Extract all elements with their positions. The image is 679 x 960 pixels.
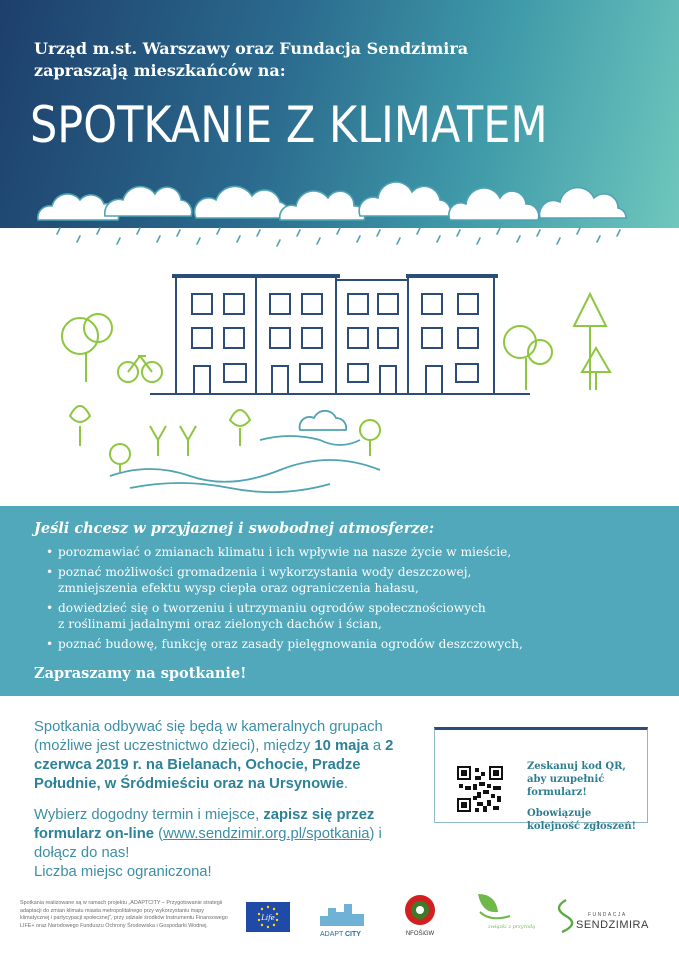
signup-emphasis: zapisz się przez formularz on-line <box>34 807 375 842</box>
header-intro-line1: Urząd m.st. Warszawy oraz Fundacja Sendzimira <box>34 39 469 58</box>
start-date: 10 maja <box>314 738 369 754</box>
list-item-line: • poznać budowę, funkcję oraz zasady pielęgnowania ogrodów deszczowych, <box>58 637 523 651</box>
info-box-intro: Jeśli chcesz w przyjaznej i swobodnej atmosferze: <box>34 520 435 537</box>
list-item <box>46 636 656 652</box>
clouds-icon <box>38 182 626 220</box>
details-text <box>34 718 414 894</box>
locations: na Bielanach, Ochocie, Pradze Południe, w Śródmieściu oraz na Ursynowie <box>34 757 361 792</box>
adaptcity-logo <box>318 898 366 938</box>
rain-icon <box>57 228 620 246</box>
zwiazki-logo-text: związki z przyrodą <box>488 924 536 930</box>
nfosigw-logo <box>400 894 440 938</box>
nfosigw-logo-text: NFOŚiGW <box>405 931 435 937</box>
list-item <box>46 544 656 560</box>
adaptcity-logo-text-a: ADAPT <box>320 931 344 938</box>
signup-link[interactable]: www.sendzimir.org.pl/spotkania <box>163 826 370 842</box>
footnote: Spotkania realizowane są w ramach projektu „ADAPTCITY – Przygotowanie strategii adaptacji do zmian klimatu miasta metropolitalnego przy wykorzystaniu mapy klimatycznej i partycypacji społecznej", przy udziale środków Instrumentu Finansowego LIFE+ oraz Narodowego Funduszu Ochrony Środowiska i Gospodarki Wodnej. <box>20 900 228 929</box>
adaptcity-logo-text-b: CITY <box>345 931 361 938</box>
details-text-span: Spotkania odbywać się będą w kameralnych grupach (możliwe jest uczestnictwo dzieci), między <box>34 719 383 754</box>
list-item-line: z roślinami jadalnymi oraz zielonych dachów i ścian, <box>58 617 382 631</box>
qr-code-icon[interactable] <box>457 766 503 812</box>
qr-instructions <box>527 760 645 833</box>
eu-life-logo-text: Life <box>261 914 275 922</box>
zwiazki-z-przyroda-logo <box>470 888 536 940</box>
info-box <box>0 506 679 696</box>
list-item <box>46 600 656 632</box>
list-item-line: • porozmawiać o zmianach klimatu i ich wpływie na nasze życie w mieście, <box>58 545 512 559</box>
fundacja-small-text: FUNDACJA <box>588 912 627 918</box>
header-intro <box>34 38 594 82</box>
info-list <box>46 544 656 656</box>
sendzimira-big-text: SENDZIMIRA <box>576 919 649 931</box>
water-streams-icon <box>110 411 380 492</box>
city-illustration <box>0 176 679 506</box>
qr-text-1: Zeskanuj kod QR, aby uzupełnić formularz! <box>527 761 626 798</box>
details-text-span: a <box>368 738 386 754</box>
info-box-outro: Zapraszamy na spotkanie! <box>34 665 247 682</box>
end-date: 2 czerwca 2019 r. <box>34 738 394 773</box>
eu-life-logo <box>246 902 290 932</box>
details-text-span: Wybierz dogodny termin i miejsce, <box>34 807 264 823</box>
details-text-span: ) i dołącz do nas! <box>34 826 382 861</box>
details-text-span: . <box>343 776 349 792</box>
fundacja-sendzimira-logo <box>554 896 654 938</box>
details-text-span: ( <box>154 826 164 842</box>
list-item <box>46 564 656 596</box>
details-paragraph-1 <box>34 718 414 794</box>
page-title: SPOTKANIE Z KLIMATEM <box>30 96 548 154</box>
limited-places-note: Liczba miejsc ograniczona! <box>34 864 212 880</box>
list-item-line: • dowiedzieć się o tworzeniu i utrzymaniu ogrodów społecznościowych <box>58 601 486 615</box>
qr-box <box>434 727 648 832</box>
list-item-line: zmniejszenia efektu wysp ciepła oraz ograniczenia hałasu, <box>58 581 419 595</box>
buildings-icon <box>150 276 530 394</box>
header-intro-line2: zapraszają mieszkańców na: <box>34 61 286 80</box>
list-item-line: • poznać możliwości gromadzenia i wykorzystania wody deszczowej, <box>58 565 472 579</box>
details-paragraph-2 <box>34 806 414 882</box>
qr-text-2: Obowiązuje kolejność zgłoszeń! <box>527 808 637 832</box>
